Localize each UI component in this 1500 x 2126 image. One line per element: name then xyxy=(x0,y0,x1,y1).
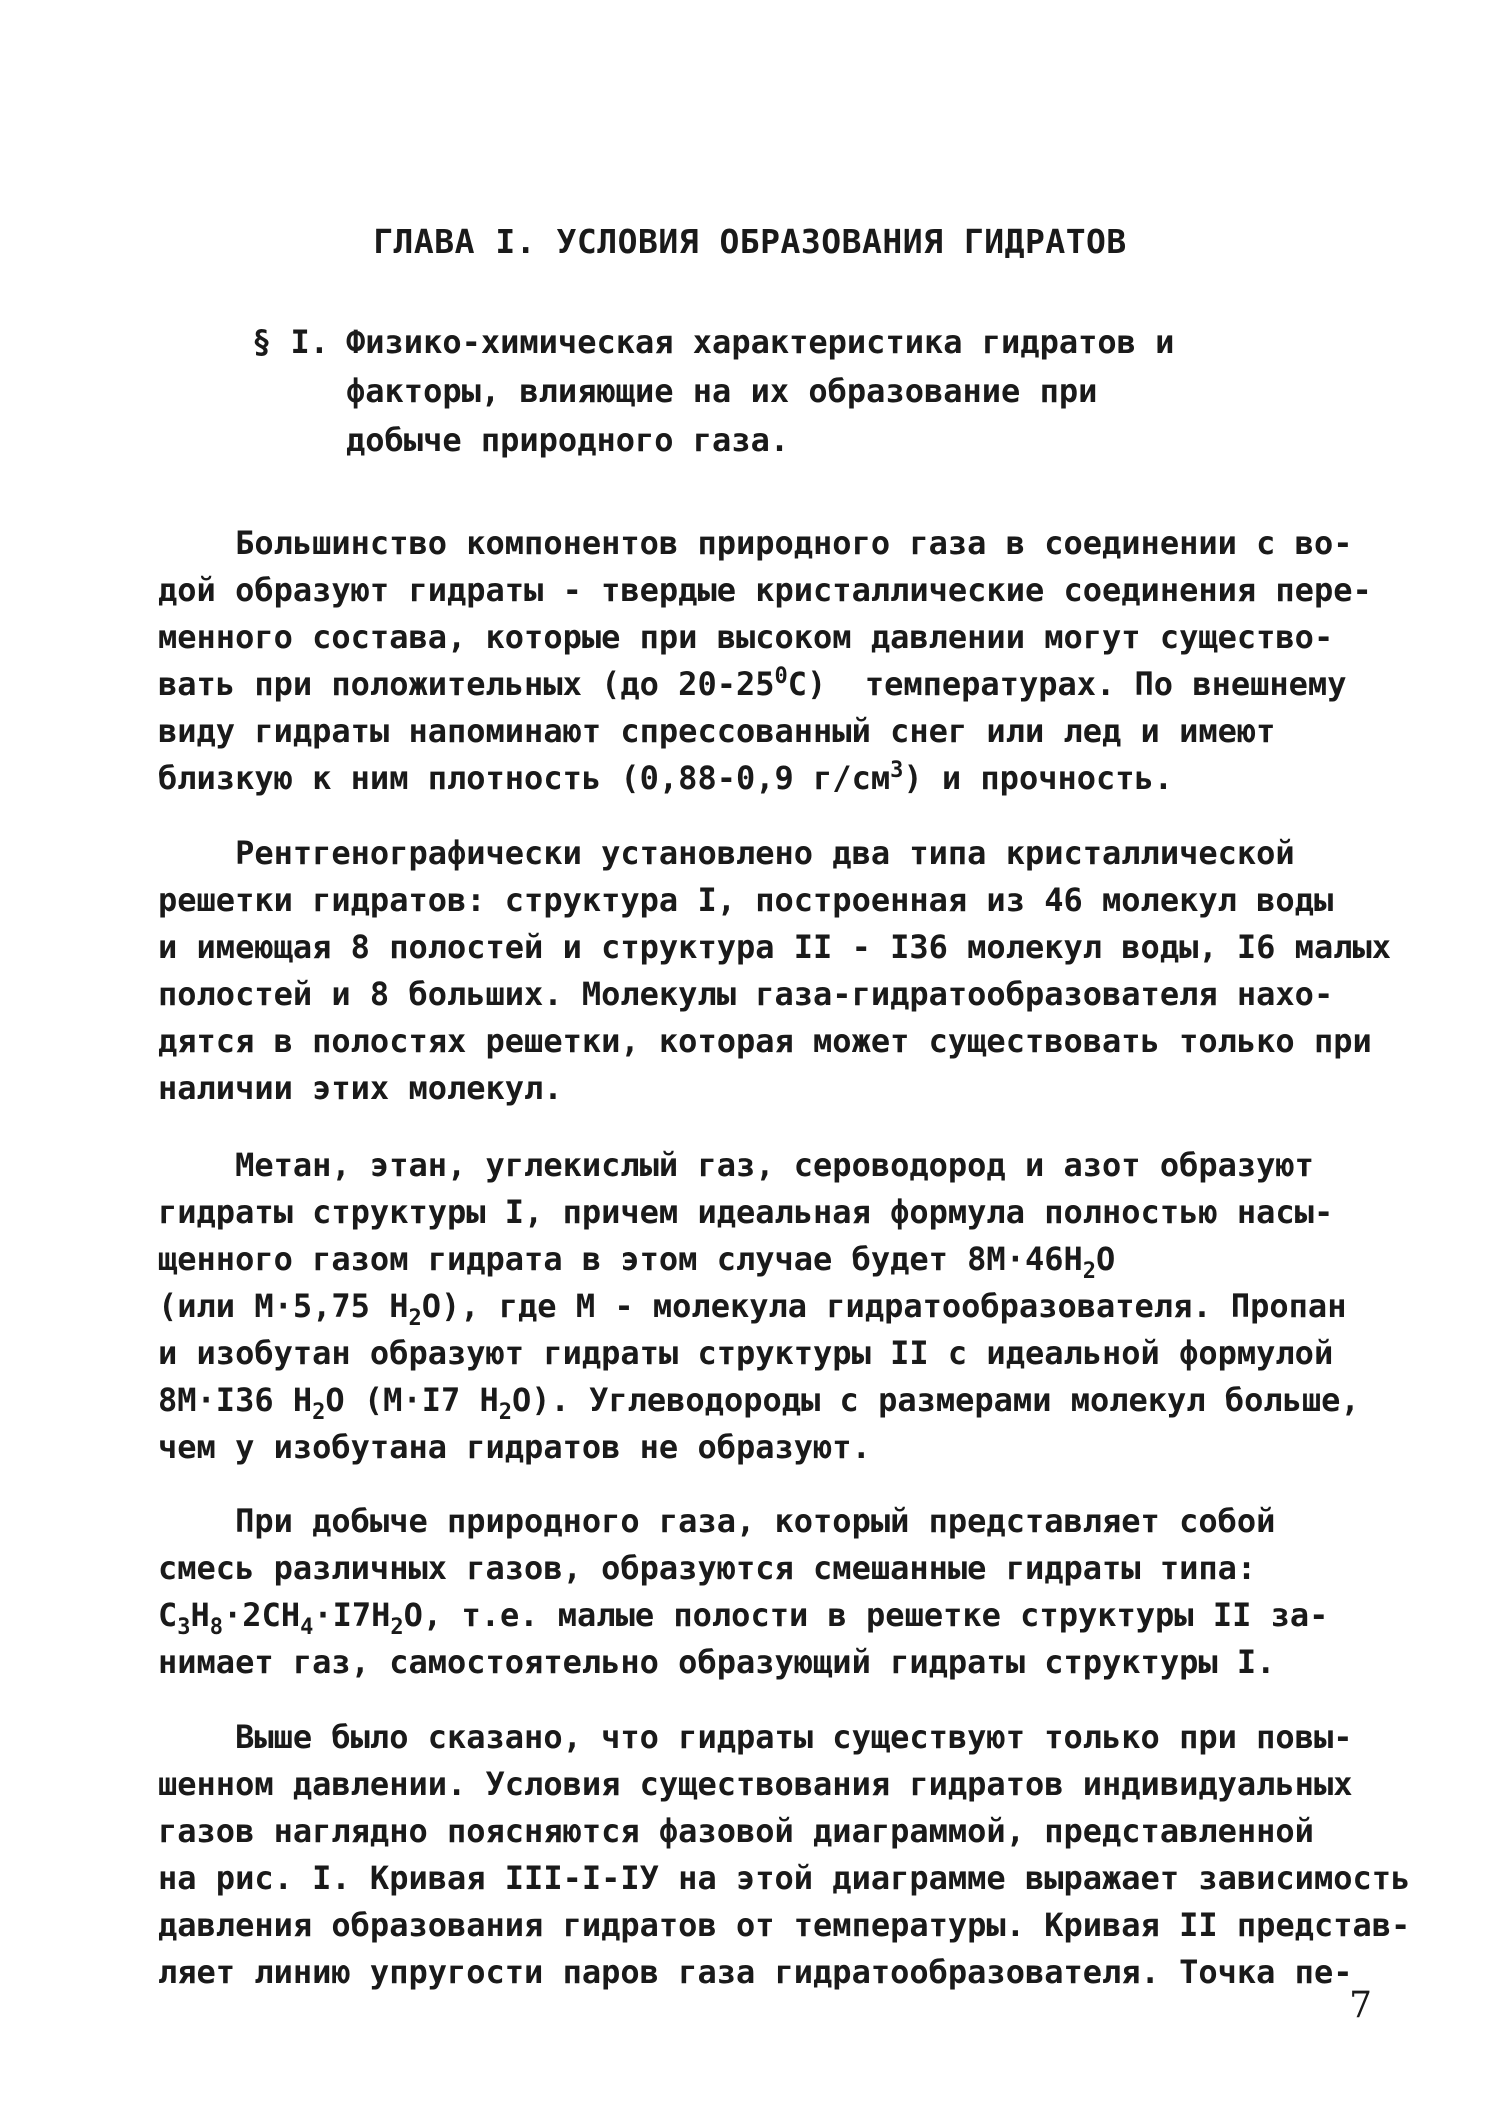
text-line xyxy=(158,661,1378,708)
text-run: Н xyxy=(190,1596,210,1634)
paragraph xyxy=(158,1142,1378,1471)
text-run: наличии этих молекул. xyxy=(158,1069,563,1107)
text-run: и имеющая 8 полостей и структура II - I36 молекул воды, I6 малых xyxy=(158,928,1391,966)
subscript: 2 xyxy=(312,1400,326,1425)
text-line xyxy=(158,708,1378,755)
text-run: и изобутан образуют гидраты структуры II с идеальной формулой xyxy=(158,1334,1334,1372)
text-run: дой образуют гидраты - твердые кристаллические соединения пере- xyxy=(158,571,1372,609)
text-line xyxy=(158,1377,1378,1424)
section-number: § I. xyxy=(252,323,330,361)
subscript: 3 xyxy=(177,1615,191,1640)
section-title-line: добыче природного газа. xyxy=(346,421,790,459)
text-run: вать при положительных (до 20-25 xyxy=(158,665,775,703)
paragraph xyxy=(158,1498,1378,1686)
text-line xyxy=(158,1283,1378,1330)
text-line xyxy=(158,1424,1378,1471)
text-line xyxy=(158,1808,1378,1855)
text-line xyxy=(158,1949,1378,1996)
text-line xyxy=(158,1330,1378,1377)
paragraph xyxy=(158,1714,1411,1996)
text-line xyxy=(158,924,1391,971)
subscript: 2 xyxy=(1082,1259,1096,1284)
text-run: чем у изобутана гидратов не образуют. xyxy=(158,1428,871,1466)
text-line xyxy=(158,971,1378,1018)
text-run: 8М·I36 Н xyxy=(158,1381,313,1419)
paragraph xyxy=(158,830,1391,1112)
section-title-line: Физико-химическая характеристика гидратов и xyxy=(346,323,1175,361)
text-line xyxy=(158,614,1378,661)
text-line xyxy=(158,1639,1378,1686)
text-run: давления образования гидратов от температуры. Кривая II представ- xyxy=(158,1906,1411,1944)
text-line xyxy=(158,1142,1378,1189)
text-line xyxy=(158,1545,1378,1592)
text-run: (или М·5,75 Н xyxy=(158,1287,409,1325)
text-line xyxy=(158,1498,1378,1545)
text-run: полостей и 8 больших. Молекулы газа-гидратообразователя нахо- xyxy=(158,975,1334,1013)
text-run: гидраты структуры I, причем идеальная формула полностью насы- xyxy=(158,1193,1334,1231)
section-heading xyxy=(252,318,1352,465)
text-line xyxy=(158,1902,1411,1949)
text-line xyxy=(158,1189,1378,1236)
text-run: Большинство компонентов природного газа в соединении с во- xyxy=(158,524,1353,562)
text-run: С xyxy=(158,1596,178,1634)
text-run: О (М·I7 Н xyxy=(325,1381,499,1419)
text-run: Рентгенографически установлено два типа кристаллической xyxy=(158,834,1295,872)
text-run: Выше было сказано, что гидраты существуют только при повы- xyxy=(158,1718,1353,1756)
text-run: О), где М - молекула гидратообразователя. Пропан xyxy=(421,1287,1347,1325)
text-run: менного состава, которые при высоком давлении могут существо- xyxy=(158,618,1334,656)
text-run: газов наглядно поясняются фазовой диаграммой, представленной xyxy=(158,1812,1314,1850)
text-run: шенном давлении. Условия существования гидратов индивидуальных xyxy=(158,1765,1353,1803)
text-run: С) температурах. По внешнему xyxy=(787,665,1347,703)
text-run: ляет линию упругости паров газа гидратообразователя. Точка пе- xyxy=(158,1953,1353,1991)
text-line xyxy=(158,1855,1411,1902)
text-line xyxy=(158,567,1378,614)
text-run: ·I7Н xyxy=(313,1596,391,1634)
text-run: О, т.е. малые полости в решетке структуры II за- xyxy=(403,1596,1329,1634)
text-run: дятся в полостях решетки, которая может существовать только при xyxy=(158,1022,1372,1060)
text-line xyxy=(158,1714,1378,1761)
text-line xyxy=(158,1236,1378,1283)
superscript: 0 xyxy=(774,664,788,689)
text-line xyxy=(158,755,1378,802)
text-run: ) и прочность. xyxy=(903,759,1174,797)
text-run: ·2СН xyxy=(223,1596,301,1634)
paragraph xyxy=(158,520,1378,802)
subscript: 2 xyxy=(408,1306,422,1331)
chapter-title: ГЛАВА I. УСЛОВИЯ ОБРАЗОВАНИЯ ГИДРАТОВ xyxy=(373,222,1127,261)
text-line xyxy=(158,1018,1378,1065)
text-line xyxy=(158,1761,1378,1808)
text-run: нимает газ, самостоятельно образующий гидраты структуры I. xyxy=(158,1643,1276,1681)
text-run: решетки гидратов: структура I, построенная из 46 молекул воды xyxy=(158,881,1334,919)
subscript: 2 xyxy=(498,1400,513,1425)
superscript: 3 xyxy=(890,758,904,783)
section-title-line: факторы, влияющие на их образование при xyxy=(346,372,1098,410)
subscript: 2 xyxy=(390,1615,404,1640)
text-run: При добыче природного газа, который представляет собой xyxy=(158,1502,1276,1540)
text-run: щенного газом гидрата в этом случае будет 8М·46Н xyxy=(158,1240,1083,1278)
subscript: 4 xyxy=(300,1615,314,1640)
text-line xyxy=(158,877,1378,924)
text-line xyxy=(158,1065,1378,1112)
page-number: 7 xyxy=(1349,1985,1372,2026)
text-run: О xyxy=(1096,1240,1116,1278)
subscript: 8 xyxy=(209,1615,224,1640)
text-line xyxy=(158,1592,1378,1639)
text-line xyxy=(158,830,1378,877)
text-run: виду гидраты напоминают спрессованный снег или лед и имеют xyxy=(158,712,1276,750)
text-line xyxy=(158,520,1378,567)
text-run: близкую к ним плотность (0,88-0,9 г/см xyxy=(158,759,891,797)
text-run: Метан, этан, углекислый газ, сероводород и азот образуют xyxy=(158,1146,1314,1184)
text-run: смесь различных газов, образуются смешанные гидраты типа: xyxy=(158,1549,1257,1587)
text-run: на рис. I. Кривая III-I-IУ на этой диаграмме выражает зависимость xyxy=(158,1859,1411,1897)
text-run: О). Углеводороды с размерами молекул больше, xyxy=(512,1381,1360,1419)
